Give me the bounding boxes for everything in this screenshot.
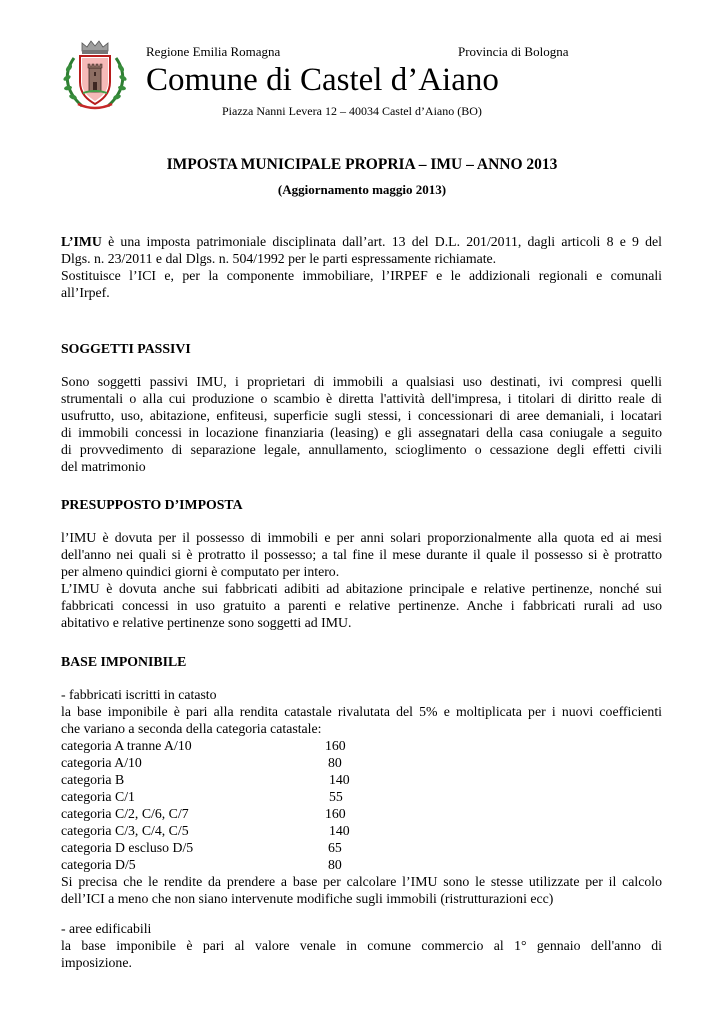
- paragraph-line: - fabbricati iscritti in catasto: [61, 687, 217, 702]
- coefficient-value: 160: [325, 806, 346, 821]
- paragraph-line: Sono soggetti passivi IMU, i proprietari di immobili a qualsiasi uso destinati, ivi compresi quelli: [61, 374, 662, 389]
- intro-line: Dlgs. n. 23/2011 e dal Dlgs. n. 504/1992 per le parti espressamente richiamate.: [61, 251, 497, 266]
- coefficient-value: 65: [328, 840, 342, 855]
- paragraph-line: di provvedimento di separazione legale, annullamento, scioglimento o cessazione degli effetti civili: [61, 442, 662, 457]
- imu-term: L’IMU: [61, 234, 102, 249]
- coefficient-value: 140: [329, 772, 350, 787]
- intro-line: all’Irpef.: [61, 285, 110, 300]
- paragraph-line: la base imponibile è pari alla rendita catastale rivalutata del 5% e moltiplicata per i nuovi coefficienti: [61, 704, 662, 719]
- document-title: IMPOSTA MUNICIPALE PROPRIA – IMU – ANNO 2013: [166, 156, 558, 173]
- coefficient-value: 80: [328, 755, 342, 770]
- paragraph-line: di immobili concessi in locazione finanziaria (leasing) e gli assegnatari della casa coniugale a seguito: [61, 425, 662, 440]
- municipal-coat-of-arms-icon: [60, 38, 130, 112]
- section-heading-soggetti-passivi: SOGGETTI PASSIVI: [61, 341, 191, 356]
- paragraph-line: dell’ICI a meno che non siano intervenute modifiche sugli immobili (ristrutturazioni ecc): [61, 891, 554, 906]
- paragraph-line: L’IMU è dovuta anche sui fabbricati adibiti ad abitazione principale e relative pertinenze, nonché sui: [61, 581, 662, 596]
- paragraph-line: strumentali o alla cui produzione o scambio è diretta l'attività dell'impresa, i titolari di diritto reale di: [61, 391, 662, 406]
- coefficient-category: categoria C/3, C/4, C/5: [61, 823, 189, 838]
- coefficient-category: categoria A/10: [61, 755, 142, 770]
- paragraph-line: usufrutto, uso, abitazione, enfiteusi, superficie sugli stessi, i concessionari di aree demaniali, i locatari: [61, 408, 662, 423]
- coefficient-value: 80: [328, 857, 342, 872]
- coefficient-category: categoria C/2, C/6, C/7: [61, 806, 189, 821]
- paragraph-line: la base imponibile è pari al valore venale in comune commercio al 1° gennaio dell'anno di: [61, 938, 662, 953]
- coefficient-category: categoria D escluso D/5: [61, 840, 194, 855]
- paragraph-line: abitativo e relative pertinenze sono soggetti ad IMU.: [61, 615, 352, 630]
- paragraph-line: - aree edificabili: [61, 921, 152, 936]
- section-heading-base-imponibile: BASE IMPONIBILE: [61, 654, 187, 669]
- province-name: Provincia di Bologna: [458, 44, 569, 59]
- paragraph-line: fabbricati concessi in uso gratuito a parenti e relative pertinenze. Anche i fabbricati rurali ad uso: [61, 598, 662, 613]
- paragraph-line: dell'anno nei quali si è protratto il possesso; a tal fine il mese durante il quale il possesso si è protratto: [61, 547, 662, 562]
- coefficient-category: categoria B: [61, 772, 125, 787]
- municipality-address: Piazza Nanni Levera 12 – 40034 Castel d’Aiano (BO): [222, 104, 482, 118]
- paragraph-line: che variano a seconda della categoria catastale:: [61, 721, 322, 736]
- region-name: Regione Emilia Romagna: [146, 44, 281, 59]
- municipality-name: Comune di Castel d’Aiano: [146, 62, 499, 98]
- paragraph-line: l’IMU è dovuta per il possesso di immobili e per anni solari proporzionalmente alla quota ed ai mesi: [61, 530, 662, 545]
- paragraph-line: Si precisa che le rendite da prendere a base per calcolare l’IMU sono le stesse utilizzate per il calcolo: [61, 874, 662, 889]
- intro-line: Sostituisce l’ICI e, per la componente immobiliare, l’IRPEF e le addizionali regionali e comunali: [61, 268, 662, 283]
- document-subtitle: (Aggiornamento maggio 2013): [277, 182, 447, 197]
- paragraph-line: per almeno quindici giorni è computato per intero.: [61, 564, 340, 579]
- coefficient-value: 160: [325, 738, 346, 753]
- intro-line: L’IMU è una imposta patrimoniale disciplinata dall’art. 13 del D.L. 201/2011, dagli articoli 8 e 9 del: [61, 234, 662, 249]
- coefficient-category: categoria A tranne A/10: [61, 738, 192, 753]
- coefficient-category: categoria D/5: [61, 857, 136, 872]
- paragraph-line: del matrimonio: [61, 459, 146, 474]
- coefficient-category: categoria C/1: [61, 789, 135, 804]
- paragraph-line: imposizione.: [61, 955, 132, 970]
- section-heading-presupposto: PRESUPPOSTO D’IMPOSTA: [61, 497, 243, 512]
- coefficient-value: 55: [329, 789, 343, 804]
- coefficient-value: 140: [329, 823, 350, 838]
